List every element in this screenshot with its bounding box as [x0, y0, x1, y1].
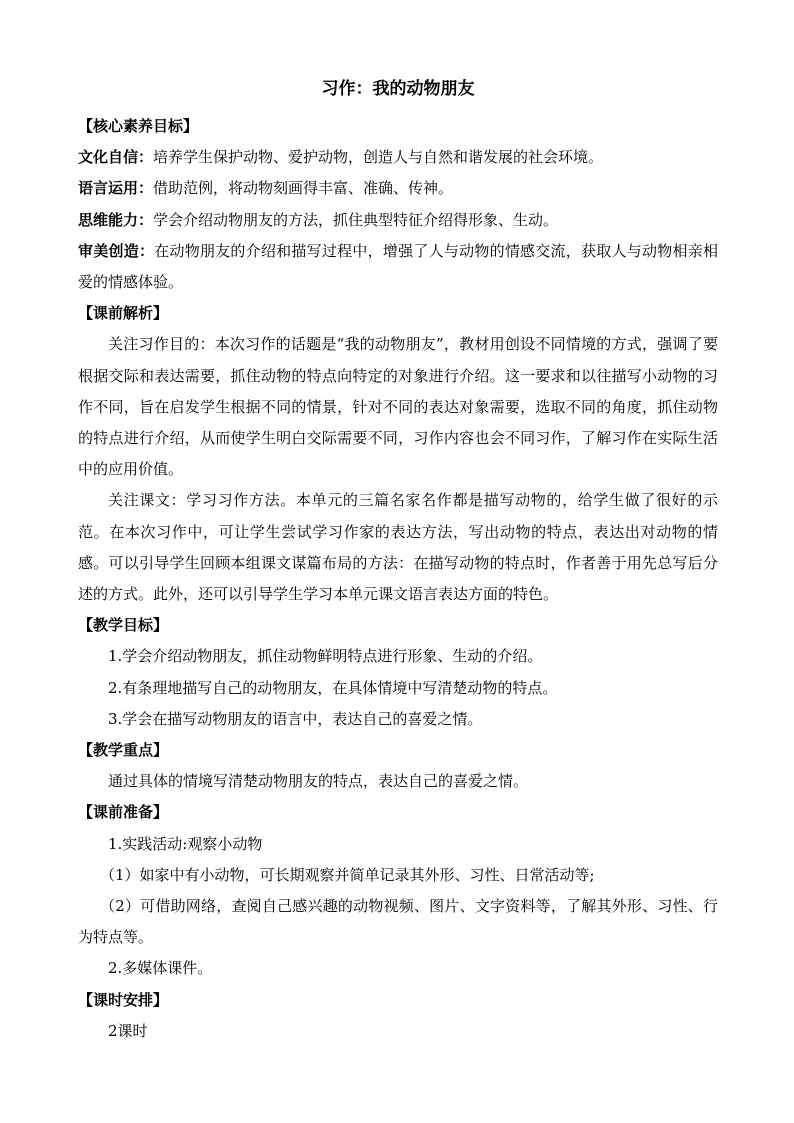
core-goal-label: 思维能力：	[78, 210, 154, 229]
document-page	[78, 75, 718, 1047]
preparation-subitem: （1）如家中有小动物，可长期观察并简单记录其外形、习性、日常活动等;	[100, 865, 595, 884]
core-goal-thinking	[78, 205, 718, 236]
section-heading-preparation: 【课前准备】	[78, 803, 169, 822]
page-title: 习作：我的动物朋友	[321, 79, 475, 99]
section-heading-key-points: 【教学重点】	[78, 741, 169, 760]
core-goal-label: 语言运用：	[78, 179, 154, 198]
section-heading-pre-analysis: 【课前解析】	[78, 304, 169, 323]
preparation-subitem: （2）可借助网络，查阅自己感兴趣的动物视频、图片、文字资料等，了解其外形、习性、行为特点等。	[78, 897, 718, 947]
section-heading-teaching-goals: 【教学目标】	[78, 616, 169, 635]
teaching-goal-item: 1.学会介绍动物朋友，抓住动物鲜明特点进行形象、生动的介绍。	[108, 647, 543, 666]
preparation-item: 1.实践活动:观察小动物	[108, 834, 263, 853]
analysis-paragraph: 关注习作目的：本次习作的话题是“我的动物朋友”，教材用创设不同情境的方式，强调了要根据交际和表达需要，抓住动物的特点向特定的对象进行介绍。这一要求和以往描写小动物的习作不同，旨在启发学生根据不同的情景，针对不同的表达对象需要，选取不同的角度，抓住动物的特点进行介绍，从而使学生明白交际需要不同，习作内容也会不同习作，了解习作在实际生活中的应用价值。	[78, 335, 718, 479]
analysis-paragraph: 关注课文：学习习作方法。本单元的三篇名家名作都是描写动物的，给学生做了很好的示范。在本次习作中，可让学生尝试学习作家的表达方法，写出动物的特点，表达出对动物的情感。可以引导学生回顾本组课文谋篇布局的方法：在描写动物的特点时，作者善于用先总写后分述的方式。此外，还可以引导学生学习本单元课文语言表达方面的特色。	[78, 491, 718, 604]
section-heading-core-goals: 【核心素养目标】	[78, 117, 199, 135]
preparation-item: 2.多媒体课件。	[108, 959, 213, 978]
core-goal-label: 文化自信：	[78, 148, 154, 167]
teaching-goal-item: 3.学会在描写动物朋友的语言中，表达自己的喜爱之情。	[108, 709, 483, 728]
core-goal-text: 培养学生保护动物、爱护动物，创造人与自然和谐发展的社会环境。	[153, 148, 604, 167]
schedule-text: 2课时	[108, 1021, 148, 1040]
core-goal-aesthetic	[78, 236, 718, 298]
core-goal-text: 在动物朋友的介绍和描写过程中，增强了人与动物的情感交流，获取人与动物相亲相爱的情感体验。	[78, 241, 718, 292]
key-point-text: 通过具体的情境写清楚动物朋友的特点，表达自己的喜爱之情。	[108, 772, 529, 791]
core-goal-language	[78, 173, 718, 204]
section-heading-schedule: 【课时安排】	[78, 990, 169, 1009]
teaching-goal-item: 2.有条理地描写自己的动物朋友，在具体情境中写清楚动物的特点。	[108, 678, 558, 697]
core-goal-culture	[78, 142, 718, 173]
core-goal-text: 学会介绍动物朋友的方法，抓住典型特征介绍得形象、生动。	[153, 210, 559, 229]
core-goal-text: 借助范例，将动物刻画得丰富、准确、传神。	[153, 179, 454, 198]
core-goal-label: 审美创造：	[78, 241, 155, 260]
